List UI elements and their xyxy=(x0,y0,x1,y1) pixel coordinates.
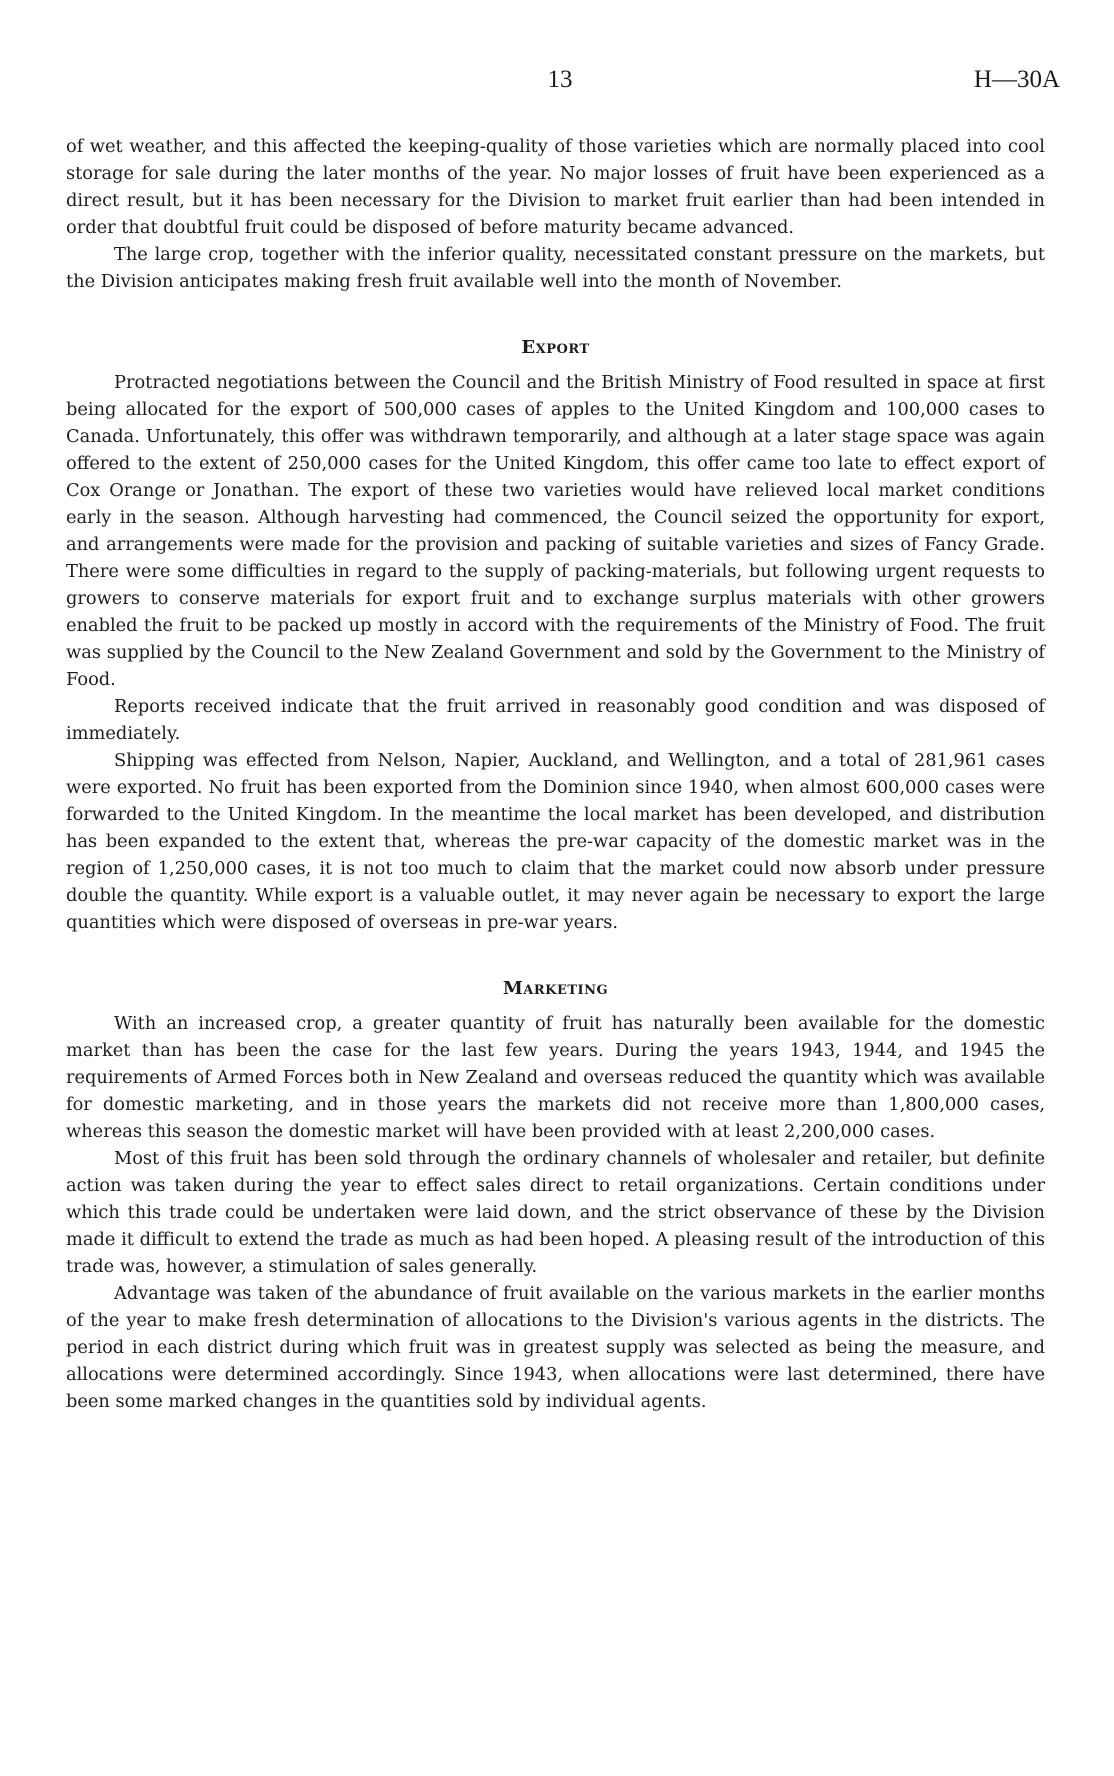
export-paragraph-1: Protracted negotiations between the Council and the British Ministry of Food resulted in space at first being allocated for the export of 500,000 cases of apples to the United Kingdom and 100,000 cases to Canada. Unfortunately, this offer was withdrawn temporarily, and although at a later stage space was again offered to the extent of 250,000 cases for the United Kingdom, this offer came too late to effect export of Cox Orange or Jonathan. The export of these two varieties would have relieved local market conditions early in the season. Although harvesting had commenced, the Council seized the opportunity for export, and arrangements were made for the provision and packing of suitable varieties and sizes of Fancy Grade. There were some difficulties in regard to the supply of packing-materials, but following urgent requests to growers to conserve materials for export fruit and to exchange surplus materials with other growers enabled the fruit to be packed up mostly in accord with the requirements of the Ministry of Food. The fruit was supplied by the Council to the New Zealand Government and sold by the Government to the Ministry of Food. xyxy=(66,372,1045,690)
export-paragraph-3: Shipping was effected from Nelson, Napier, Auckland, and Wellington, and a total of 281,961 cases were exported. No fruit has been exported from the Dominion since 1940, when almost 600,000 cases were forwarded to the United Kingdom. In the meantime the local market has been developed, and distribution has been expanded to the extent that, whereas the pre-war capacity of the domestic market was in the region of 1,250,000 cases, it is not too much to claim that the market could now absorb under pressure double the quantity. While export is a valuable outlet, it may never again be necessary to export the large quantities which were disposed of overseas in pre-war years. xyxy=(66,750,1045,933)
heading-spacer xyxy=(66,1002,1045,1010)
section-spacer xyxy=(66,295,1045,334)
page-header xyxy=(60,66,1060,100)
section-spacer xyxy=(66,936,1045,975)
intro-paragraph-2: The large crop, together with the inferior quality, necessitated constant pressure on the markets, but the Division anticipates making fresh fruit available well into the month of November. xyxy=(66,244,1045,292)
marketing-paragraph-3: Advantage was taken of the abundance of fruit available on the various markets in the earlier months of the year to make fresh determination of allocations to the Division's various agents in the districts. The period in each district during which fruit was in greatest supply was selected as being the measure, and allocations were determined accordingly. Since 1943, when allocations were last determined, there have been some marked changes in the quantities sold by individual agents. xyxy=(66,1283,1045,1412)
page-number: 13 xyxy=(547,66,573,93)
document-reference: H—30A xyxy=(973,66,1060,93)
intro-paragraph-1: of wet weather, and this affected the keeping-quality of those varieties which are normally placed into cool storage for sale during the later months of the year. No major losses of fruit have been experienced as a direct result, but it has been necessary for the Division to market fruit earlier than had been intended in order that doubtful fruit could be disposed of before maturity became advanced. xyxy=(66,136,1045,238)
body-text xyxy=(66,133,1045,1415)
heading-spacer xyxy=(66,361,1045,369)
marketing-paragraph-1: With an increased crop, a greater quantity of fruit has naturally been available for the domestic market than has been the case for the last few years. During the years 1943, 1944, and 1945 the requirements of Armed Forces both in New Zealand and overseas reduced the quantity which was available for domestic marketing, and in those years the markets did not receive more than 1,800,000 cases, whereas this season the domestic market will have been provided with at least 2,200,000 cases. xyxy=(66,1013,1045,1142)
export-paragraph-2: Reports received indicate that the fruit arrived in reasonably good condition and was disposed of immediately. xyxy=(66,696,1045,744)
marketing-heading: Marketing xyxy=(502,978,609,999)
export-heading: Export xyxy=(521,337,590,358)
marketing-paragraph-2: Most of this fruit has been sold through the ordinary channels of wholesaler and retailer, but definite action was taken during the year to effect sales direct to retail organizations. Certain conditions under which this trade could be undertaken were laid down, and the strict observance of these by the Division made it difficult to extend the trade as much as had been hoped. A pleasing result of the introduction of this trade was, however, a stimulation of sales generally. xyxy=(66,1148,1045,1277)
